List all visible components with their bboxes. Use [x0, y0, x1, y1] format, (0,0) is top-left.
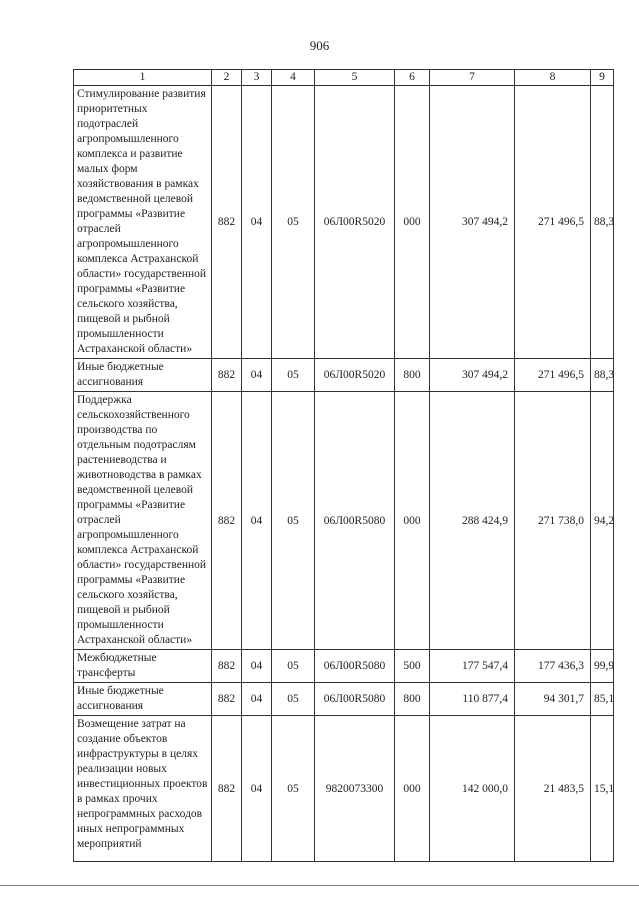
header-cell: 7 [430, 70, 515, 86]
cell-c8: 271 738,0 [515, 392, 591, 650]
cell-c2: 882 [212, 392, 242, 650]
table-row [74, 86, 614, 359]
table-row [74, 359, 614, 392]
header-cell: 4 [272, 70, 315, 86]
row-name: Стимулирование развития приоритетных подотраслей агропромышленного комплекса и развитие малых форм хозяйствования в рамках ведомственной целевой программы «Развитие отраслей агропромышленного комплекса Астраханской области» государственной программы «Развитие сельского хозяйства, пищевой и рыбной промышленности Астраханской области» [74, 86, 212, 359]
cell-c9: 99,9 [591, 650, 614, 683]
cell-c3: 04 [242, 359, 272, 392]
cell-c5: 06Л00R5020 [315, 86, 395, 359]
table-row [74, 683, 614, 716]
cell-c5: 9820073300 [315, 716, 395, 862]
cell-c7: 177 547,4 [430, 650, 515, 683]
cell-c9: 88,3 [591, 86, 614, 359]
cell-c6: 000 [395, 392, 430, 650]
cell-c4: 05 [272, 86, 315, 359]
cell-c6: 800 [395, 683, 430, 716]
header-cell: 2 [212, 70, 242, 86]
cell-c3: 04 [242, 683, 272, 716]
cell-c6: 000 [395, 86, 430, 359]
cell-c5: 06Л00R5080 [315, 392, 395, 650]
cell-c9: 15,1 [591, 716, 614, 862]
header-row [74, 70, 614, 86]
cell-c7: 307 494,2 [430, 359, 515, 392]
header-cell: 6 [395, 70, 430, 86]
header-cell: 5 [315, 70, 395, 86]
cell-c6: 500 [395, 650, 430, 683]
cell-c2: 882 [212, 650, 242, 683]
cell-c8: 271 496,5 [515, 86, 591, 359]
cell-c7: 307 494,2 [430, 86, 515, 359]
cell-c4: 05 [272, 683, 315, 716]
cell-c4: 05 [272, 392, 315, 650]
cell-c2: 882 [212, 716, 242, 862]
cell-c3: 04 [242, 392, 272, 650]
cell-c7: 142 000,0 [430, 716, 515, 862]
header-cell: 1 [74, 70, 212, 86]
cell-c9: 88,3 [591, 359, 614, 392]
row-name: Возмещение затрат на создание объектов инфраструктуры в целях реализации новых инвестиционных проектов в рамках прочих непрограммных расходов иных непрограммных мероприятий [74, 716, 212, 862]
cell-c3: 04 [242, 650, 272, 683]
cell-c8: 21 483,5 [515, 716, 591, 862]
cell-c7: 288 424,9 [430, 392, 515, 650]
header-cell: 9 [591, 70, 614, 86]
cell-c8: 94 301,7 [515, 683, 591, 716]
row-name: Иные бюджетные ассигнования [74, 683, 212, 716]
cell-c8: 177 436,3 [515, 650, 591, 683]
table-row [74, 650, 614, 683]
cell-c8: 271 496,5 [515, 359, 591, 392]
cell-c5: 06Л00R5080 [315, 683, 395, 716]
cell-c2: 882 [212, 86, 242, 359]
table-row [74, 716, 614, 862]
budget-table [73, 69, 614, 862]
cell-c2: 882 [212, 683, 242, 716]
cell-c2: 882 [212, 359, 242, 392]
cell-c4: 05 [272, 359, 315, 392]
cell-c3: 04 [242, 716, 272, 862]
cell-c9: 94,2 [591, 392, 614, 650]
header-cell: 8 [515, 70, 591, 86]
header-cell: 3 [242, 70, 272, 86]
cell-c4: 05 [272, 716, 315, 862]
cell-c3: 04 [242, 86, 272, 359]
page-number: 906 [309, 38, 330, 53]
row-name: Иные бюджетные ассигнования [74, 359, 212, 392]
cell-c4: 05 [272, 650, 315, 683]
table-row [74, 392, 614, 650]
cell-c5: 06Л00R5020 [315, 359, 395, 392]
cell-c7: 110 877,4 [430, 683, 515, 716]
row-name: Межбюджетные трансферты [74, 650, 212, 683]
row-name: Поддержка сельскохозяйственного производства по отдельным подотраслям растениеводства и животноводства в рамках ведомственной целевой программы «Развитие отраслей агропромышленного комплекса Астраханской области» государственной программы «Развитие сельского хозяйства, пищевой и рыбной промышленности Астраханской области» [74, 392, 212, 650]
cell-c6: 800 [395, 359, 430, 392]
cell-c5: 06Л00R5080 [315, 650, 395, 683]
cell-c6: 000 [395, 716, 430, 862]
bottom-divider [0, 885, 639, 886]
cell-c9: 85,1 [591, 683, 614, 716]
